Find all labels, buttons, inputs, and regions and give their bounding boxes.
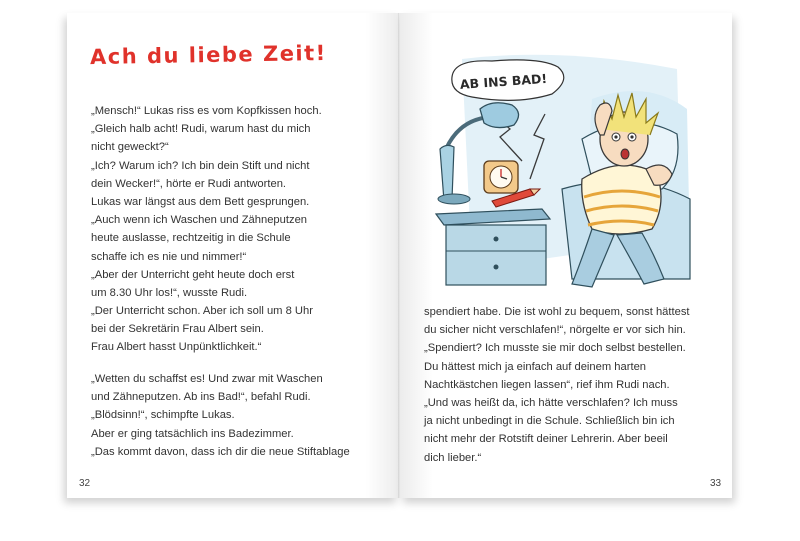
text-line: dein Wecker!“, hörte er Rudi antworten.	[91, 177, 287, 190]
text-line: „Wetten du schaffst es! Und zwar mit Waschen	[91, 373, 323, 385]
text-line: Du hättest mich ja einfach auf deinem harten	[424, 360, 647, 373]
left-page	[67, 13, 399, 498]
text-line: „Blödsinn!“, schimpfte Lukas.	[91, 409, 235, 422]
text-line: und Zähneputzen. Ab ins Bad!“, befahl Rudi.	[91, 391, 311, 404]
text-line: nicht mehr der Rotstift deiner Lehrerin. Aber beeil	[424, 433, 668, 446]
text-line: du sicher nicht verschlafen!“, nörgelte er vor sich hin.	[424, 324, 686, 337]
text-line: „Auch wenn ich Waschen und Zähneputzen	[91, 214, 308, 227]
right-paragraph	[424, 303, 690, 467]
text-line: Lukas war längst aus dem Bett gesprungen.	[91, 195, 310, 208]
text-line: Frau Albert hasst Unpünktlichkeit.“	[91, 341, 262, 354]
text-line: heute auslasse, rechtzeitig in die Schule	[91, 232, 291, 245]
text-line: „Gleich halb acht! Rudi, warum hast du mich	[91, 123, 311, 136]
text-line: spendiert habe. Die ist wohl zu bequem, sonst hättest	[424, 306, 690, 318]
text-line: „Das kommt davon, dass ich dir die neue Stiftablage	[91, 445, 350, 458]
text-line: ja nicht unbedingt in die Schule. Schließlich bin ich	[424, 415, 675, 428]
text-line: „Mensch!“ Lukas riss es vom Kopfkissen hoch.	[91, 105, 322, 117]
text-line: schaffe ich es nie und nimmer!“	[91, 250, 247, 263]
text-line: dich lieber.“	[424, 451, 482, 464]
left-paragraph-1	[91, 102, 322, 357]
text-line: „Aber der Unterricht geht heute doch erst	[91, 268, 295, 281]
text-line: „Spendiert? Ich musste sie mir doch selbst bestellen.	[424, 342, 686, 355]
text-line: „Der Unterricht schon. Aber ich soll um 8 Uhr	[91, 305, 313, 318]
page-number-left: 32	[79, 478, 91, 489]
illustration-boy-waking	[432, 39, 694, 294]
page-number-right: 33	[710, 478, 722, 489]
lamp-icon	[480, 103, 519, 128]
text-line: Nachtkästchen liegen lassen“, rief ihm Rudi nach.	[424, 378, 670, 391]
speech-bubble-text: AB INS BAD!	[459, 70, 548, 92]
nightstand	[446, 225, 546, 285]
right-page	[400, 13, 732, 498]
text-line: um 8.30 Uhr los!“, wusste Rudi.	[91, 286, 248, 299]
chapter-title: Ach du liebe Zeit!	[89, 40, 327, 70]
text-line: Aber er ging tatsächlich ins Badezimmer.	[91, 427, 294, 440]
left-paragraph-2	[91, 370, 350, 461]
text-line: „Ich? Warum ich? Ich bin dein Stift und nicht	[91, 159, 310, 172]
text-line: „Und was heißt da, ich hätte verschlafen? Ich muss	[424, 396, 678, 409]
text-line: bei der Sekretärin Frau Albert sein.	[91, 323, 264, 336]
text-line: nicht geweckt?“	[91, 141, 169, 154]
